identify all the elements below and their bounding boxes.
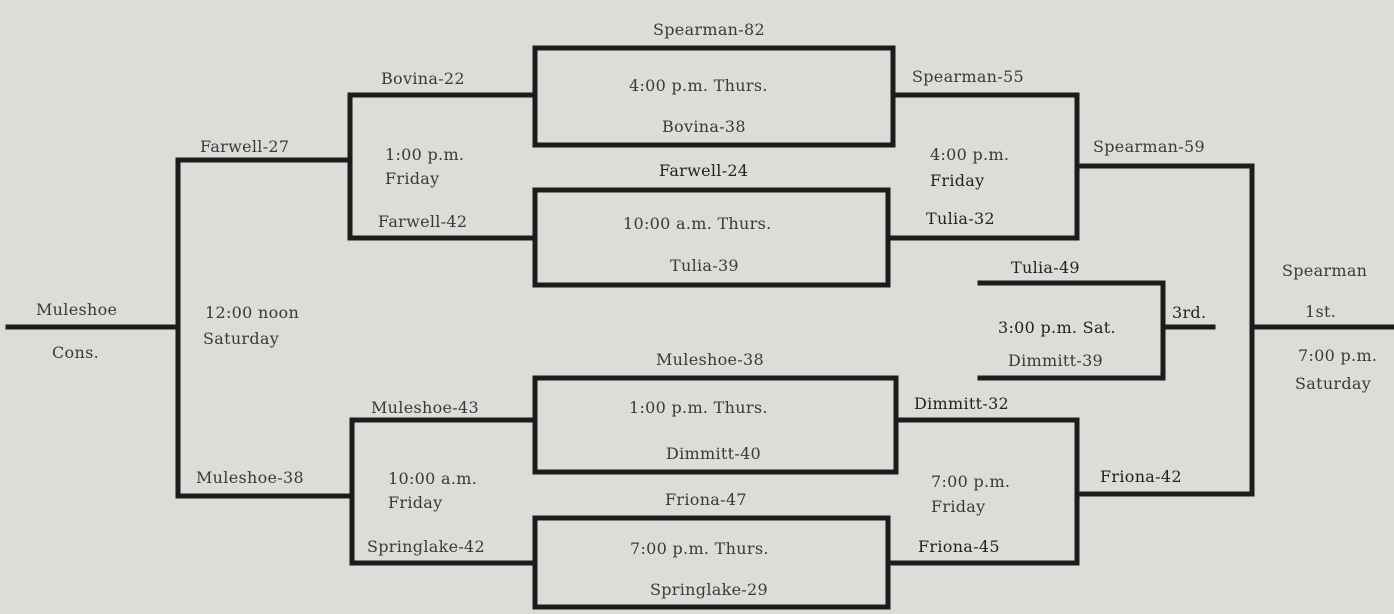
third-top-team: Tulia-49 (1011, 258, 1080, 277)
cons-semi-bottom-day: Friday (388, 493, 443, 512)
game3-top-team: Muleshoe-38 (656, 350, 764, 369)
cons-semi-bottom-bottom-team: Springlake-42 (367, 537, 486, 556)
cons-semi-top-top-team: Bovina-22 (381, 69, 465, 88)
cons-semi-top-time: 1:00 p.m. (385, 145, 465, 164)
semi-top-top-team: Spearman-55 (912, 67, 1024, 86)
semi-top-day: Friday (930, 171, 985, 190)
game1-top-team: Spearman-82 (653, 20, 765, 39)
game2-top-team: Farwell-24 (659, 161, 749, 180)
third-bottom-team: Dimmitt-39 (1008, 351, 1104, 370)
champion-day: Saturday (1295, 374, 1372, 393)
cons-final-bottom-team: Muleshoe-38 (196, 468, 304, 487)
semi-bottom-bottom-team: Friona-45 (918, 537, 1000, 556)
cons-final-top-team: Farwell-27 (200, 137, 290, 156)
final-top-team: Spearman-59 (1093, 137, 1205, 156)
game4-bottom-team: Springlake-29 (650, 580, 769, 599)
champion-sublabel: 1st. (1305, 302, 1337, 321)
game3-time: 1:00 p.m. Thurs. (629, 398, 768, 417)
game2-bottom-team: Tulia-39 (670, 256, 739, 275)
semi-top-bottom-team: Tulia-32 (926, 209, 995, 228)
semi-bottom-top-team: Dimmitt-32 (914, 394, 1010, 413)
cons-semi-top-day: Friday (385, 169, 440, 188)
semi-bottom-day: Friday (931, 497, 986, 516)
champion-label: Spearman (1282, 261, 1368, 280)
cons-final-day: Saturday (203, 329, 280, 348)
cons-semi-top-bottom-team: Farwell-42 (378, 212, 468, 231)
game1-bottom-team: Bovina-38 (662, 117, 746, 136)
cons-final-time: 12:00 noon (205, 303, 300, 322)
champion-time: 7:00 p.m. (1298, 346, 1378, 365)
game4-time: 7:00 p.m. Thurs. (630, 539, 769, 558)
cons-winner-sublabel: Cons. (52, 343, 99, 362)
cons-semi-bottom-time: 10:00 a.m. (388, 469, 478, 488)
cons-winner-label: Muleshoe (36, 300, 118, 319)
semi-bottom-time: 7:00 p.m. (931, 472, 1011, 491)
final-bottom-team: Friona-42 (1100, 467, 1182, 486)
third-place-label: 3rd. (1172, 303, 1207, 322)
cons-semi-bottom-top-team: Muleshoe-43 (371, 398, 479, 417)
game1-time: 4:00 p.m. Thurs. (629, 76, 768, 95)
third-time: 3:00 p.m. Sat. (998, 318, 1116, 337)
game2-time: 10:00 a.m. Thurs. (623, 214, 772, 233)
game3-bottom-team: Dimmitt-40 (666, 444, 762, 463)
semi-top-time: 4:00 p.m. (930, 145, 1010, 164)
game4-top-team: Friona-47 (665, 490, 747, 509)
